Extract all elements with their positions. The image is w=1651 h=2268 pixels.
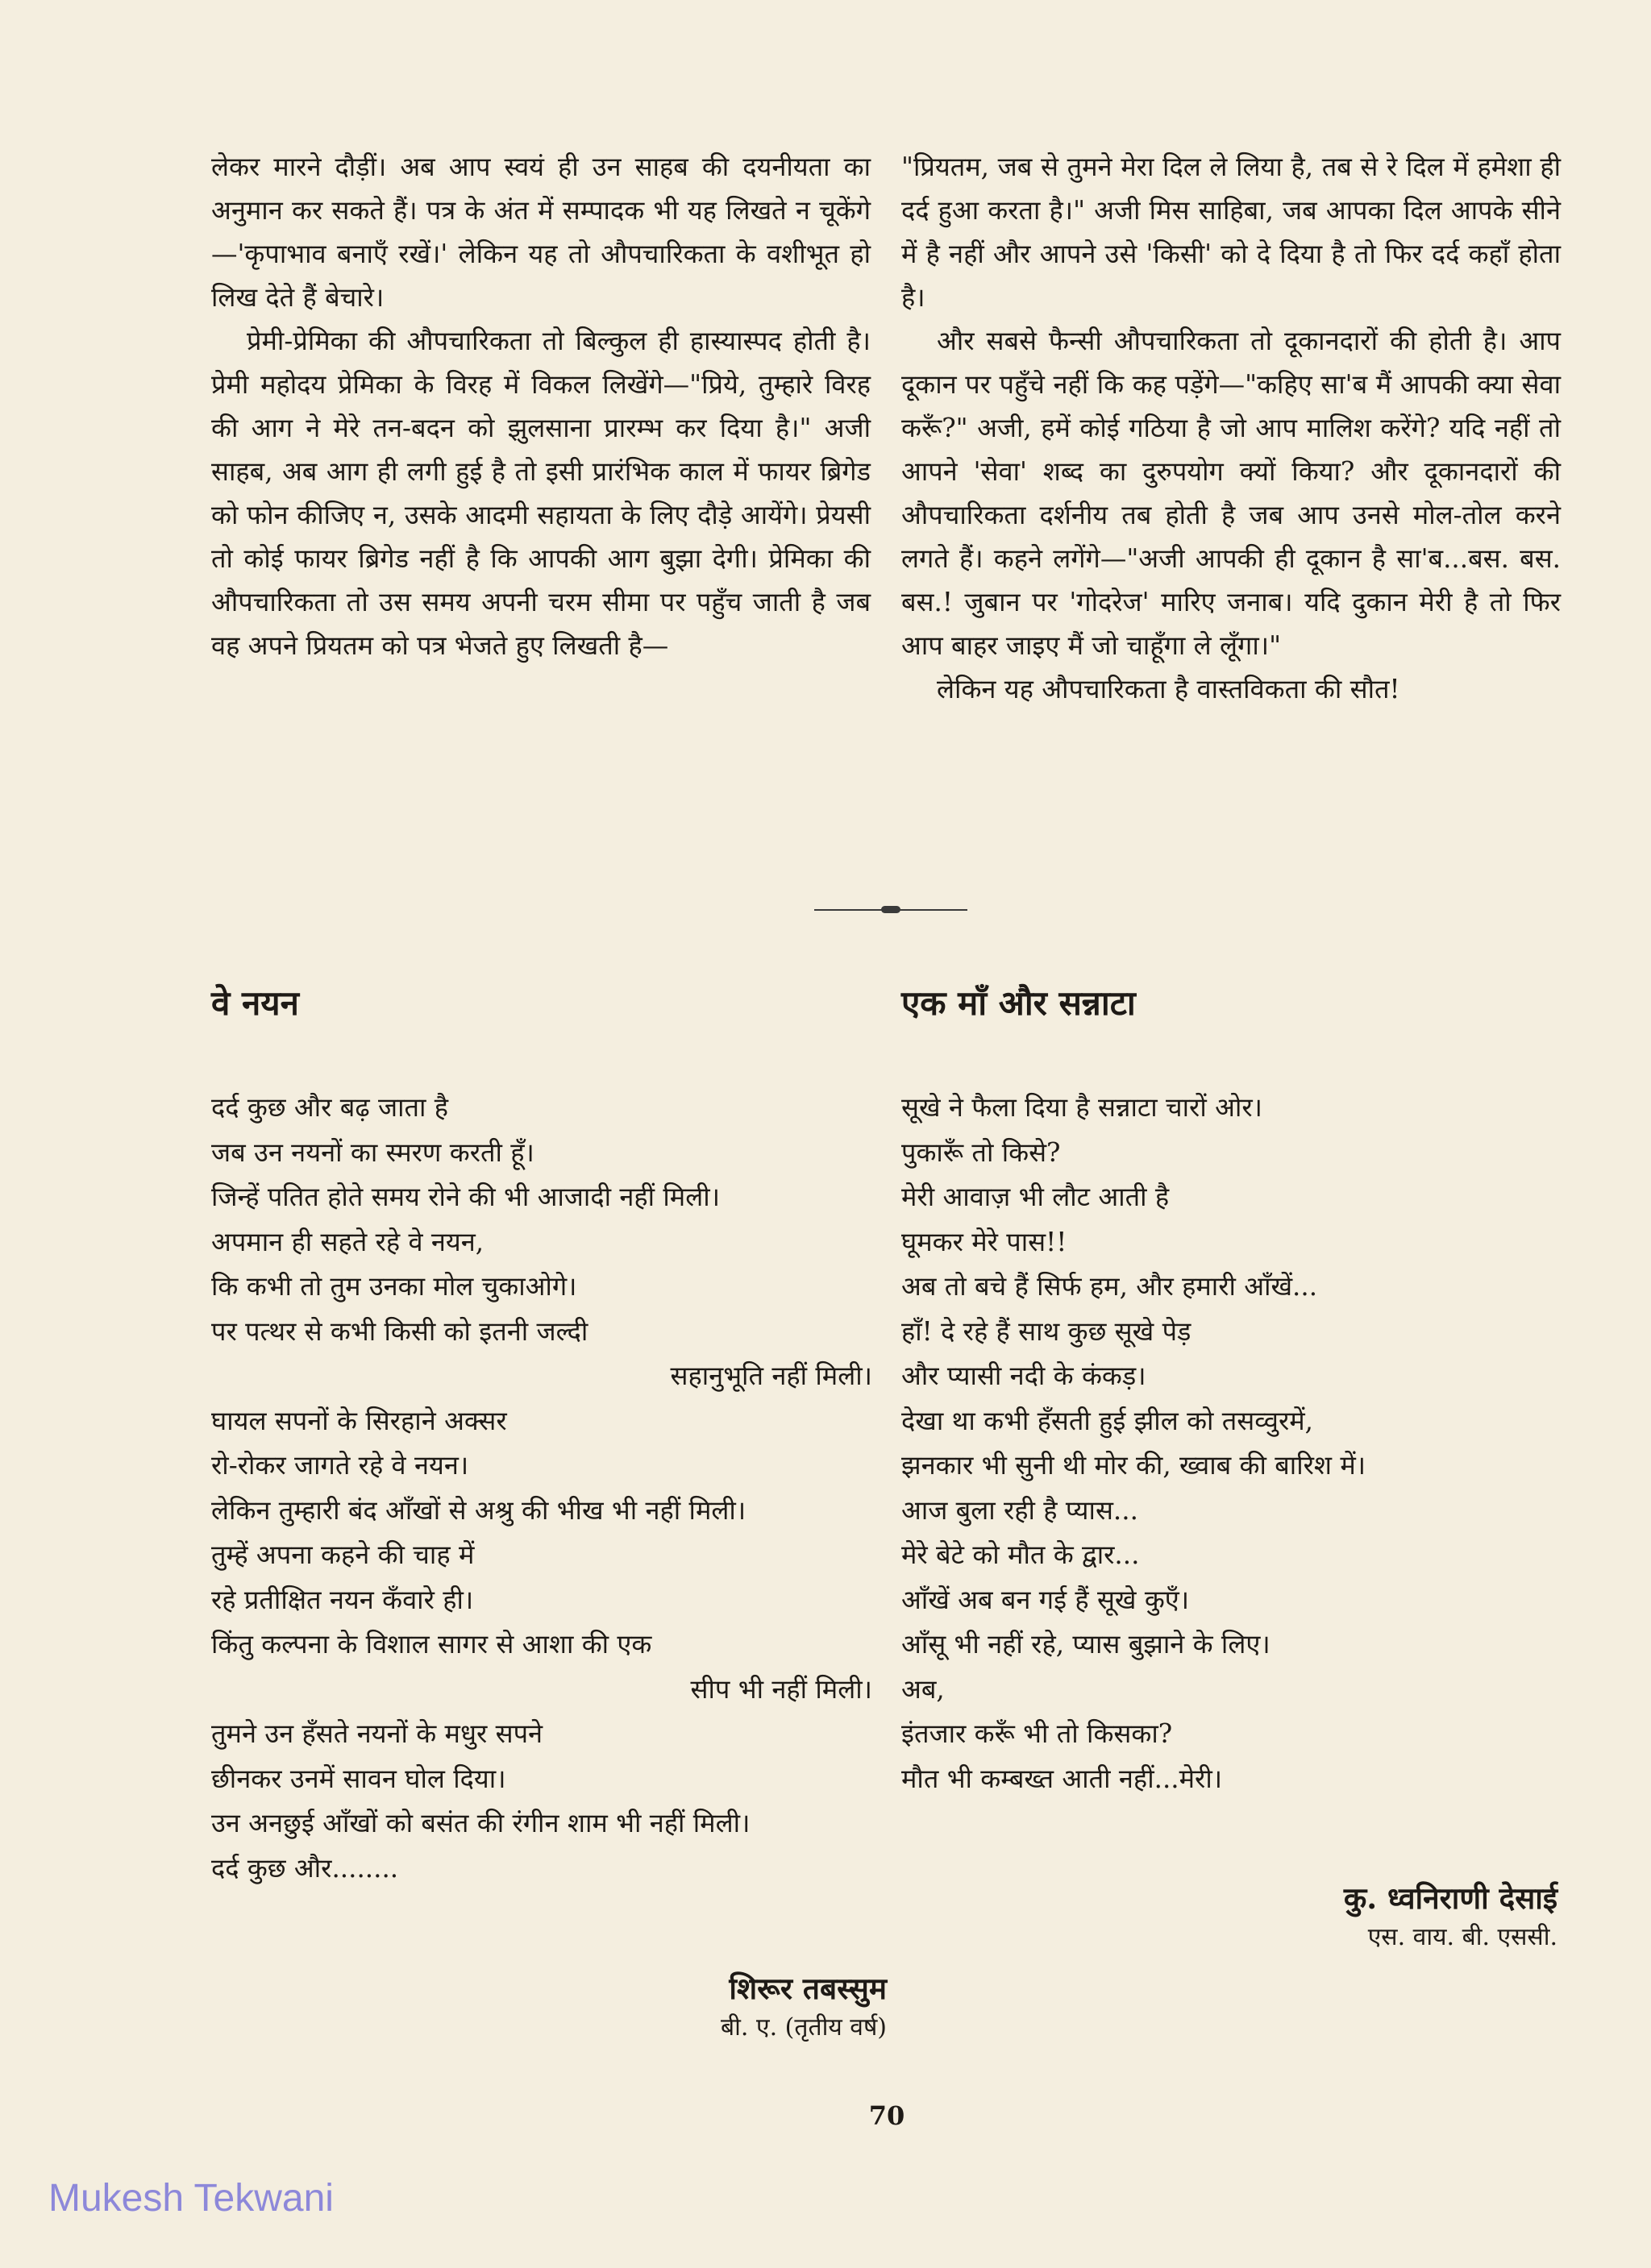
poem-line: घूमकर मेरे पास!! [901, 1226, 1067, 1257]
poem-line: सूखे ने फैला दिया है सन्नाटा चारों ओर। [901, 1092, 1262, 1123]
poem-line: मौत भी कम्बख्त आती नहीं...मेरी। [901, 1763, 1223, 1794]
poem-line: कि कभी तो तुम उनका मोल चुकाओगे। [211, 1271, 577, 1302]
poem-line: अब तो बचे हैं सिर्फ हम, और हमारी आँखें... [901, 1271, 1318, 1302]
poem-line: अब, [901, 1673, 945, 1705]
poem-line: मेरे बेटे को मौत के द्वार... [901, 1539, 1140, 1570]
poem-line: रहे प्रतीक्षित नयन कँवारे ही। [211, 1584, 474, 1615]
poem-line: इंतजार करूँ भी तो किसका? [901, 1718, 1173, 1749]
poem-line: मेरी आवाज़ भी लौट आती है [901, 1182, 1170, 1212]
author-name: कु. ध्वनिराणी देसाई [1343, 1880, 1557, 1916]
poem-line: आँखें अब बन गई हैं सूखे कुएँ। [901, 1584, 1190, 1615]
poem-line: तुम्हें अपना कहने की चाह में [211, 1539, 475, 1570]
poem-line: जब उन नयनों का स्मरण करती हूँ। [211, 1136, 534, 1168]
page-number: 70 [868, 2100, 905, 2131]
prose-column-left [211, 145, 871, 667]
poem-author-block [613, 1968, 887, 2047]
prose-paragraph: और सबसे फैन्सी औपचारिकता तो दूकानदारों की होती है। आप दूकान पर पहुँचे नहीं कि कह पड़ेंगे—"कहिए सा'ब मैं आपकी क्या सेवा करूँ?" अजी, हमें कोई गठिया है जो आप मालिश करेंगे? यदि नहीं तो आपने 'सेवा' शब्द का दुरुपयोग क्यों किया? और दूकानदारों की औपचारिकता दर्शनीय तब होती है जब आप उनसे मोल-तोल करने लगते हैं। कहने लगेंगे—"अजी आपकी ही दूकान है सा'ब...बस. बस. बस.! जुबान पर 'गोदरेज' मारिए जनाब। यदि दुकान मेरी है तो फिर आप बाहर जाइए मैं जो चाहूँगा ले लूँगा।" [901, 326, 1561, 661]
poem-line: आज बुला रही है प्यास... [901, 1494, 1138, 1526]
poem-line: सीप भी नहीं मिली। [690, 1673, 872, 1705]
author-detail: बी. ए. (तृतीय वर्ष) [721, 2013, 887, 2042]
prose-paragraph: लेकिन यह औपचारिकता है वास्तविकता की सौत! [937, 674, 1400, 704]
poem-lines [901, 1086, 1562, 1801]
poem-line: तुमने उन हँसते नयनों के मधुर सपने [211, 1718, 543, 1749]
watermark-text: Mukesh Tekwani [48, 2177, 334, 2220]
poem-line: पुकारूँ तो किसे? [901, 1136, 1061, 1168]
poem-lines [211, 1086, 872, 1891]
poem-line: जिन्हें पतित होते समय रोने की भी आजादी नहीं मिली। [211, 1182, 721, 1212]
poem-line: दर्द कुछ और बढ़ जाता है [211, 1092, 449, 1123]
poem-line: रो-रोकर जागते रहे वे नयन। [211, 1450, 469, 1481]
poem-line: और प्यासी नदी के कंकड़। [901, 1360, 1146, 1391]
prose-column-right [901, 145, 1561, 711]
poem-line: झनकार भी सुनी थी मोर की, ख्वाब की बारिश में। [901, 1450, 1366, 1481]
prose-paragraph: लेकर मारने दौड़ीं। अब आप स्वयं ही उन साहब की दयनीयता का अनुमान कर सकते हैं। पत्र के अंत में सम्पादक भी यह लिखते न चूकेंगे—'कृपाभाव बनाएँ रखें।' लेकिन यह तो औपचारिकता के वशीभूत हो लिख देते हैं बेचारे। [211, 152, 871, 313]
prose-paragraph: प्रेमी-प्रेमिका की औपचारिकता तो बिल्कुल ही हास्यास्पद होती है। प्रेमी महोदय प्रेमिका के विरह में विकल लिखेंगे—"प्रिये, तुम्हारे विरह की आग ने मेरे तन-बदन को झुलसाना प्रारम्भ कर दिया है।" अजी साहब, अब आग ही लगी हुई है तो इसी प्रारंभिक काल में फायर ब्रिगेड को फोन कीजिए न, उसके आदमी सहायता के लिए दौड़े आयेंगे। प्रेयसी तो कोई फायर ब्रिगेड नहीं है कि आपकी आग बुझा देगी। प्रेमिका की औपचारिकता तो उस समय अपनी चरम सीमा पर पहुँच जाती है जब वह अपने प्रियतम को पत्र भेजते हुए लिखती है— [211, 326, 871, 661]
prose-paragraph: "प्रियतम, जब से तुमने मेरा दिल ले लिया है, तब से रे दिल में हमेशा ही दर्द हुआ करता है।" अजी मिस साहिबा, जब आपका दिल आपके सीने में है नहीं और आपने उसे 'किसी' को दे दिया है तो फिर दर्द कहाँ होता है। [901, 152, 1561, 313]
poem-line: सहानुभूति नहीं मिली। [670, 1360, 872, 1391]
poem-line: छीनकर उनमें सावन घोल दिया। [211, 1763, 506, 1794]
author-detail: एस. वाय. बी. एससी. [1367, 1923, 1557, 1951]
divider-ornament [881, 906, 900, 913]
poem-title: एक माँ और सन्नाटा [901, 983, 1136, 1023]
poem-line: अपमान ही सहते रहे वे नयन, [211, 1226, 484, 1257]
poem-line: दर्द कुछ और........ [211, 1852, 399, 1884]
poem-title: वे नयन [211, 983, 299, 1023]
poem-line: आँसू भी नहीं रहे, प्यास बुझाने के लिए। [901, 1629, 1270, 1659]
poem-line: देखा था कभी हँसती हुई झील को तसव्वुरमें, [901, 1405, 1313, 1436]
poem-line: लेकिन तुम्हारी बंद आँखों से अश्रु की भीख भी नहीं मिली। [211, 1494, 746, 1526]
poem-line: किंतु कल्पना के विशाल सागर से आशा की एक [211, 1629, 652, 1659]
poem-author-block [1209, 1878, 1557, 1957]
author-name: शिरूर तबस्सुम [729, 1971, 887, 2006]
poem-line: उन अनछुई आँखों को बसंत की रंगीन शाम भी नहीं मिली। [211, 1808, 751, 1838]
poem-line: हाँ! दे रहे हैं साथ कुछ सूखे पेड़ [901, 1315, 1191, 1347]
poem-line: पर पत्थर से कभी किसी को इतनी जल्दी [211, 1315, 588, 1347]
poem-line: घायल सपनों के सिरहाने अक्सर [211, 1405, 507, 1436]
